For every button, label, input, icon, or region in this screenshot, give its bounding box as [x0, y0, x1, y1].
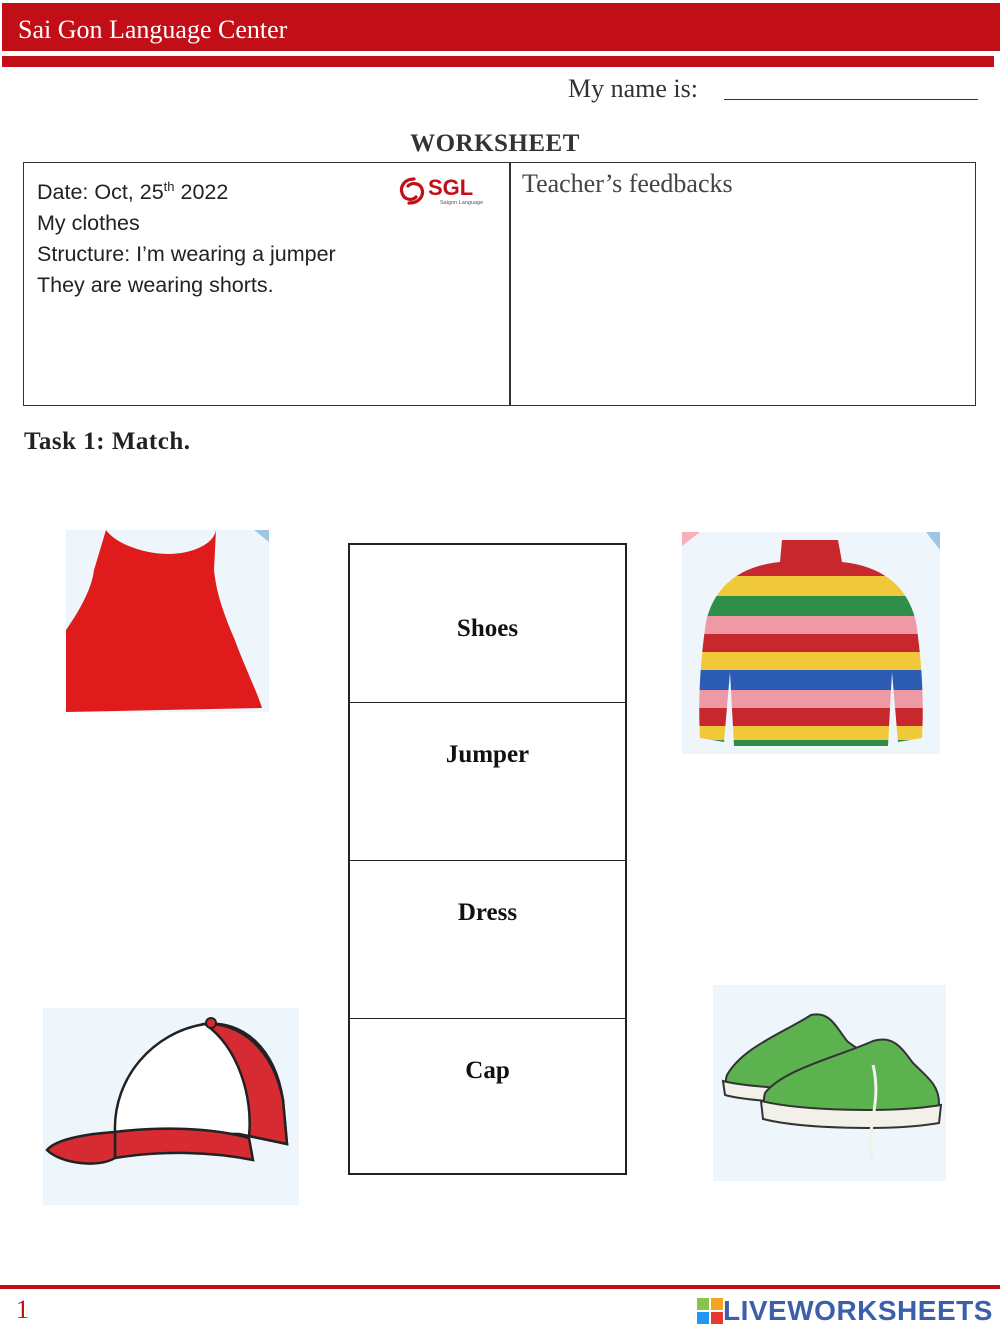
word-box-cap[interactable]: [350, 1019, 625, 1177]
lesson-date: Date: Oct, 25th 2022: [37, 179, 229, 205]
svg-text:Saigon Language: Saigon Language: [440, 200, 484, 206]
sgl-logo: [398, 173, 498, 209]
worksheet-title: WORKSHEET: [410, 130, 580, 157]
name-label: My name is:: [568, 74, 698, 103]
feedback-title: Teacher’s feedbacks: [522, 169, 733, 198]
liveworksheets-text: LIVEWORKSHEETS: [723, 1295, 993, 1326]
liveworksheets-logo: [697, 1295, 993, 1327]
cap-image[interactable]: [43, 1008, 299, 1205]
word-label: Dress: [457, 899, 518, 926]
dress-image[interactable]: [66, 530, 269, 712]
shoes-image[interactable]: [713, 985, 946, 1181]
footer-divider: [0, 1285, 1000, 1289]
header-bar: [2, 3, 1000, 51]
word-label: Shoes: [456, 615, 519, 642]
center-name: Sai Gon Language Center: [18, 15, 288, 44]
word-label: Jumper: [445, 741, 530, 768]
header-divider: [2, 56, 994, 67]
liveworksheets-icon: [697, 1298, 723, 1324]
lesson-structure: Structure: I’m wearing a jumper: [37, 242, 336, 267]
page-number: 1: [16, 1295, 29, 1324]
word-box-dress[interactable]: [350, 861, 625, 1019]
word-box-jumper[interactable]: [350, 703, 625, 861]
info-divider: [509, 163, 511, 405]
name-input-line[interactable]: [724, 99, 978, 100]
lesson-example: They are wearing shorts.: [37, 273, 274, 298]
task-title: Task 1: Match.: [24, 428, 191, 455]
word-table: [348, 543, 627, 1175]
word-label: Cap: [465, 1057, 510, 1084]
svg-text:SGL: SGL: [428, 175, 474, 200]
jumper-image[interactable]: [682, 532, 940, 754]
lesson-topic: My clothes: [37, 211, 140, 236]
lesson-info: [37, 171, 336, 301]
word-box-shoes[interactable]: [350, 545, 625, 703]
info-box: [23, 162, 976, 406]
